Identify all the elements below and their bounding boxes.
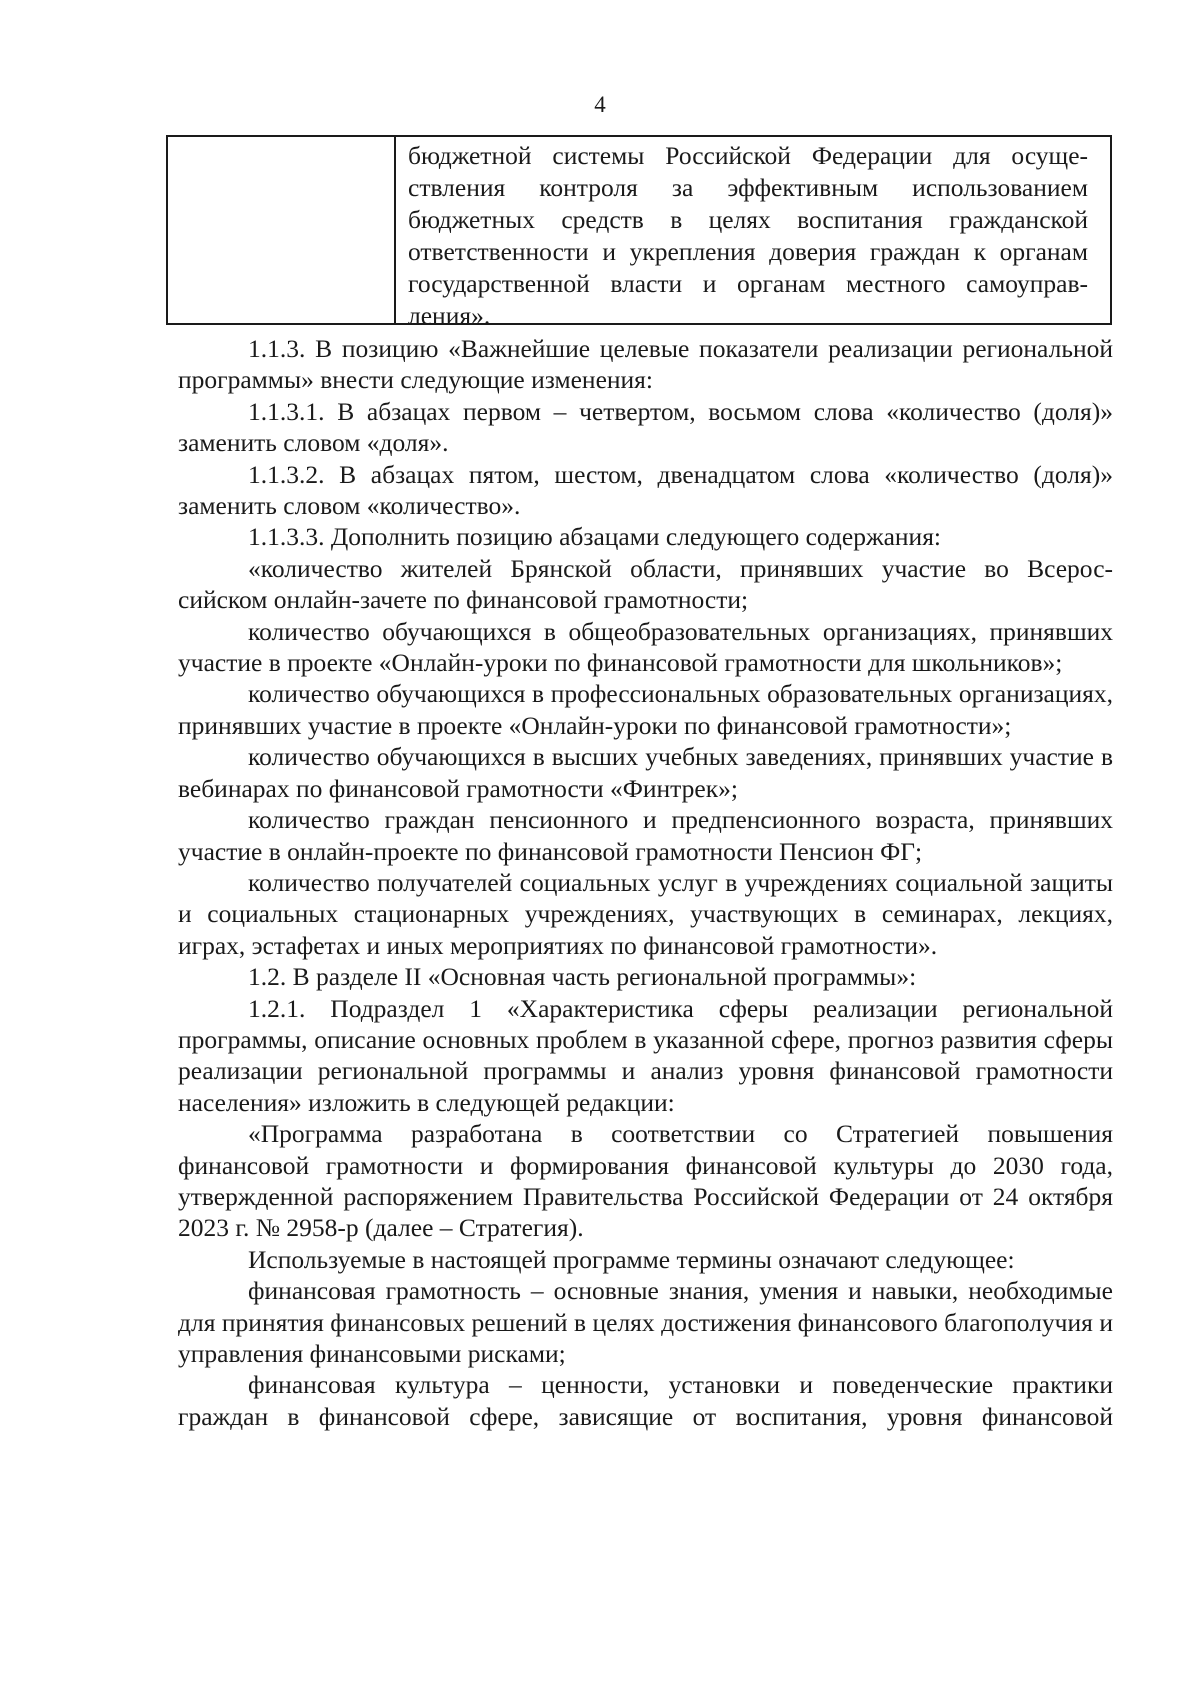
paragraph-1-2: 1.2. В разделе II «Основная часть региональной программы»: [248,962,917,992]
paragraph-strategy: «Программа разработана в соответствии со Стратегией повышения финансовой грамотности и формирования финансовой культуры до 2030 года, утвержденной распоряжением Правительства Российской Федерации от 24 октября 2023 г. № 2958-р (далее – Стратегия). [178,1119,1113,1243]
table [166,135,1112,330]
paragraph-1-1-3-3: 1.1.3.3. Дополнить позицию абзацами следующего содержания: [248,522,942,552]
paragraph-1-1-3-1: 1.1.3.1. В абзацах первом – четвертом, восьмом слова «количество (доля)» заменить словом «доля». [178,396,1113,458]
document-body [178,333,1113,1432]
page-number: 4 [594,92,606,117]
paragraph-1-1-3-2: 1.1.3.2. В абзацах пятом, шестом, двенадцатом слова «количество (доля)» заменить словом «количество». [178,459,1113,521]
paragraph-term-culture: финансовая культура – ценности, установки и поведенческие практики граждан в финансовой сфере, зависящие от воспитания, уровня финансовой [178,1370,1113,1431]
paragraph-indicator-social: количество получателей социальных услуг в учреждениях социальной защиты и социальных стационарных учреждениях, участвующих в семинарах, лекциях, играх, эстафетах и иных мероприятиях по финансовой грамотности». [178,867,1113,960]
table-cell-right: бюджетной системы Российской Федерации для осуще-ствления контроля за эффективным использованием бюджетных средств в целях воспитания гражданской ответственности и укрепления доверия граждан к органам государственной власти и органам местного самоуправ-ления». [408,141,1088,330]
paragraph-1-2-1: 1.2.1. Подраздел 1 «Характеристика сферы реализации региональной программы, описание основных проблем в указанной сфере, прогноз развития сферы реализации региональной программы и анализ уровня финансовой грамотности населения» изложить в следующей редакции: [178,993,1113,1117]
paragraph-term-literacy: финансовая грамотность – основные знания, умения и навыки, необходимые для принятия финансовых решений в целях достижения финансового благополучия и управления финансовыми рисками; [178,1276,1113,1368]
paragraph-terms-intro: Используемые в настоящей программе термины означают следующее: [248,1244,1015,1274]
paragraph-indicator-pensioners: количество граждан пенсионного и предпенсионного возраста, принявших участие в онлайн-проекте по финансовой грамотности Пенсион ФГ; [178,805,1113,866]
paragraph-indicator-residents: «количество жителей Брянской области, принявших участие во Всерос-сийском онлайн-зачете по финансовой грамотности; [178,553,1113,615]
table-cell-left [168,137,396,323]
paragraph-1-1-3: 1.1.3. В позицию «Важнейшие целевые показатели реализации региональной программы» внести следующие изменения: [178,334,1113,395]
paragraph-indicator-universities: количество обучающихся в высших учебных заведениях, принявших участие в вебинарах по финансовой грамотности «Финтрек»; [178,742,1113,803]
paragraph-indicator-professional: количество обучающихся в профессиональных образовательных организациях, принявших участие в проекте «Онлайн-уроки по финансовой грамотности»; [178,679,1113,740]
paragraph-indicator-schools: количество обучающихся в общеобразовательных организациях, принявших участие в проекте «Онлайн-уроки по финансовой грамотности для школьников»; [178,616,1113,678]
